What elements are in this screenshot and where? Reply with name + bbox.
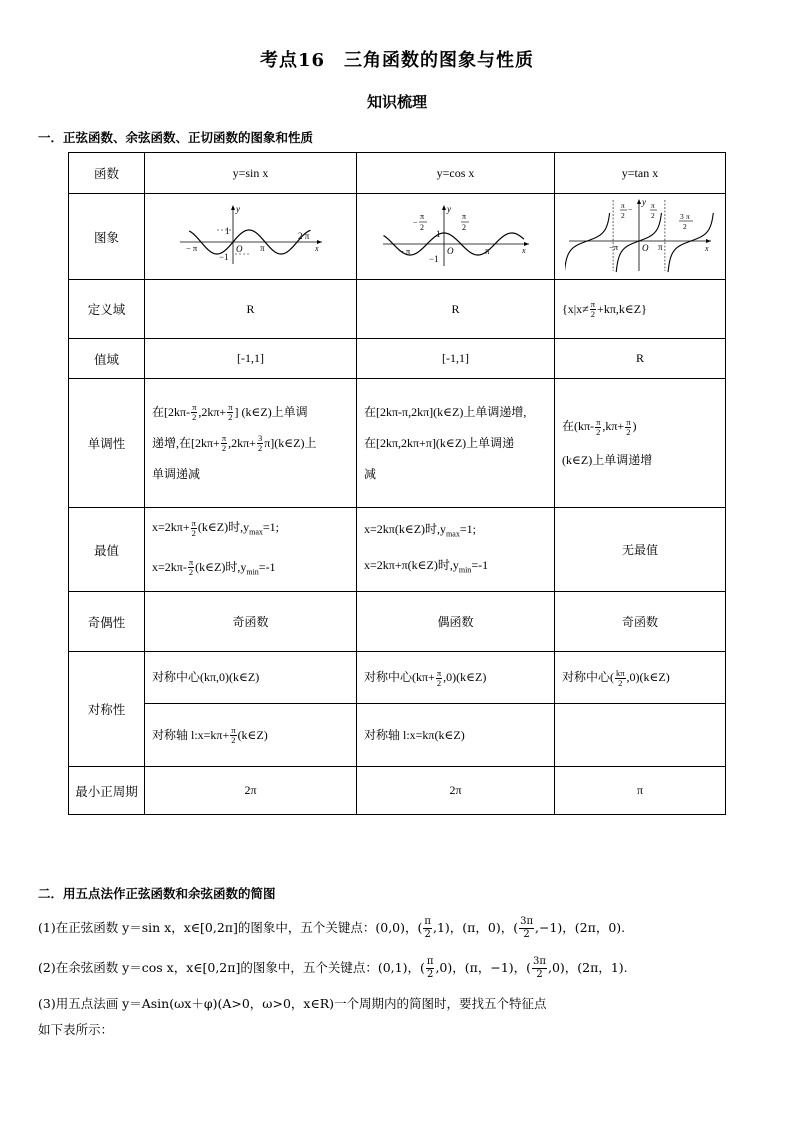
fraction [532, 956, 547, 981]
text: ](k∈Z)上 [270, 435, 317, 450]
frac-num: π [596, 416, 601, 427]
cell-tan-range: R [555, 339, 726, 379]
tan-half-pi-num: π [651, 200, 655, 210]
text: =-1 [471, 557, 489, 572]
frac-num: π [231, 725, 236, 736]
frac-den: 2 [626, 426, 631, 437]
cell-sin-extreme [145, 508, 357, 592]
table-row-monotonicity [69, 379, 726, 508]
table-row-domain [69, 280, 726, 339]
text: =1; [262, 520, 279, 535]
sin-neg-one-label: −1 [218, 251, 229, 262]
subscript: max [249, 527, 263, 537]
cell-tan-parity: 奇函数 [555, 592, 726, 652]
paragraph-five-point-method: (3)用五点法画 y＝Asin(ωx＋φ)(A>0，ω>0，x∈R)一个周期内的简图时，要找五个特征点 [38, 996, 547, 1011]
frac-den: 2 [228, 412, 233, 423]
fraction [191, 519, 197, 538]
text: 对称中心( [562, 670, 614, 684]
tan-left-half-pi-den: 2 [621, 210, 625, 220]
cos-neg-half-pi-num: π [419, 211, 424, 221]
subscript: min [458, 564, 472, 574]
cos-y-label: y [446, 203, 451, 214]
fraction [188, 558, 194, 577]
text: 单调递减 [152, 466, 201, 481]
cos-neg-half-pi-den: 2 [419, 222, 424, 232]
text: 在(kπ- [562, 419, 595, 433]
cos-pi-label: π [484, 245, 490, 256]
cos-origin-label: O [446, 245, 453, 256]
frac-den: 2 [618, 677, 623, 688]
text: (k∈Z)时,y [197, 520, 250, 535]
frac-num: π [436, 667, 442, 678]
trig-properties-table [68, 152, 726, 815]
frac-num: π [191, 517, 196, 528]
sin-origin-label: O [235, 243, 242, 254]
paragraph-cosine-key-points [38, 956, 628, 981]
row-label-period: 最小正周期 [69, 767, 145, 815]
section-1-heading: 一．正弦函数、余弦函数、正切函数的图象和性质 [38, 130, 314, 145]
cell-cos-center [357, 652, 555, 704]
tan-domain-suffix: +kπ,k∈Z} [597, 301, 647, 316]
page-title: 考点16 三角函数的图象与性质 [259, 50, 535, 71]
fraction [625, 418, 631, 437]
cell-tan-function: y=tan x [555, 153, 726, 194]
cell-sin-range: [-1,1] [145, 339, 357, 379]
fraction [436, 669, 442, 688]
table-row-extreme [69, 508, 726, 592]
section-2-heading: 二．用五点法作正弦函数和余弦函数的简图 [38, 886, 276, 901]
cell-cos-range: [-1,1] [357, 339, 555, 379]
row-label-range: 值域 [69, 339, 145, 379]
tan-half-pi-den: 2 [651, 210, 655, 220]
row-label-extreme: 最值 [69, 508, 145, 592]
fraction [221, 434, 227, 453]
cos-neg-half-pi-sign: − [412, 217, 418, 227]
fraction [230, 726, 236, 745]
frac-den: 2 [523, 929, 530, 940]
cos-half-pi-num: π [461, 211, 466, 221]
table-row-parity [69, 592, 726, 652]
text: x=2kπ+π(k∈Z)时,y [364, 557, 459, 572]
tan-domain-prefix: {x|x≠ [562, 301, 589, 316]
table-row-symmetry-center [69, 652, 726, 704]
tan-x-label: x [705, 243, 709, 253]
text: x=2kπ- [152, 559, 187, 574]
cell-tan-period: π [555, 767, 726, 815]
frac-num: π [228, 402, 233, 413]
row-label-domain: 定义域 [69, 280, 145, 339]
text: ,0)(k∈Z) [443, 670, 487, 684]
text: 对称轴 l:x=kπ+ [152, 727, 230, 742]
text: ,0)，(2π，1). [547, 960, 628, 975]
text: (k∈Z) [237, 727, 268, 742]
frac-num: π [221, 433, 227, 444]
text: 在[2kπ- [152, 404, 191, 419]
text: π [264, 435, 271, 450]
cell-cos-monotonicity [357, 379, 555, 508]
cell-sin-domain: R [145, 280, 357, 339]
subscript: min [246, 566, 259, 576]
fraction [595, 418, 601, 437]
text: =1; [459, 522, 476, 537]
frac-den: 2 [191, 527, 196, 538]
table-row-range [69, 339, 726, 379]
text: ,−1)，(2π，0). [535, 920, 626, 935]
cell-cos-domain: R [357, 280, 555, 339]
row-label-parity: 奇偶性 [69, 592, 145, 652]
frac-num: π [188, 557, 194, 568]
text: (1)在正弦函数 y＝sin x，x∈[0,2π]的图象中，五个关键点：(0,0)，( [38, 920, 423, 935]
table-row-function [69, 153, 726, 194]
text: ] (k∈Z)上单调 [234, 404, 308, 419]
subscript: max [446, 529, 460, 539]
cell-tan-extreme: 无最值 [555, 508, 726, 592]
cell-cos-axis: 对称轴 l:x=kπ(k∈Z) [357, 704, 555, 767]
text: ,2kπ+ [228, 435, 256, 450]
sin-pi-label: π [259, 242, 265, 253]
cos-graph [381, 202, 531, 268]
text: 减 [364, 466, 377, 481]
frac-num: π [426, 956, 434, 967]
cell-sin-parity: 奇函数 [145, 592, 357, 652]
frac-den: 2 [188, 567, 194, 578]
frac-num: 3π [533, 956, 546, 967]
fraction [590, 300, 596, 319]
text: ,kπ+ [602, 419, 625, 433]
tan-three-half-pi-num: π [686, 211, 690, 221]
sin-graph [176, 202, 326, 268]
cell-tan-domain [555, 280, 726, 339]
cell-cos-graph [357, 194, 555, 280]
frac-den: 2 [221, 443, 227, 454]
text: 对称中心(kπ+ [364, 670, 435, 684]
cos-neg-pi-label: − π [398, 245, 410, 256]
sin-one-label: 1 [224, 225, 229, 236]
text: ,0)，(π，−1)，( [435, 960, 532, 975]
text: ,0)(k∈Z) [626, 670, 670, 684]
cell-sin-monotonicity [145, 379, 357, 508]
frac-den: 2 [536, 969, 543, 980]
sin-x-label: x [314, 243, 319, 253]
fraction [191, 403, 197, 422]
cos-x-label: x [521, 245, 526, 255]
cell-tan-center [555, 652, 726, 704]
tan-branch [565, 212, 610, 271]
frac-num: π [590, 299, 596, 310]
row-label-monotonicity: 单调性 [69, 379, 145, 508]
frac-den: 2 [436, 677, 442, 688]
tan-neg-pi-label: −π [609, 241, 619, 252]
cell-sin-period: 2π [145, 767, 357, 815]
cell-cos-parity: 偶函数 [357, 592, 555, 652]
tan-y-label: y [642, 196, 646, 207]
text: 递增,在[2kπ+ [152, 435, 220, 450]
cell-sin-center: 对称中心(kπ,0)(k∈Z) [145, 652, 357, 704]
cell-sin-axis [145, 704, 357, 767]
paragraph-table-intro: 如下表所示： [38, 1022, 114, 1037]
text: (k∈Z)上单调递增 [562, 453, 653, 467]
frac-den: 2 [231, 735, 236, 746]
paragraph-sine-key-points [38, 916, 625, 941]
tan-neg-half-pi-sign: − [628, 204, 633, 214]
frac-num: π [192, 402, 197, 413]
text: x=2kπ(k∈Z)时,y [364, 522, 447, 537]
fraction [257, 434, 263, 453]
fraction [426, 956, 435, 981]
frac-den: 2 [590, 309, 596, 320]
frac-den: 2 [192, 412, 197, 423]
tan-graph [565, 197, 715, 273]
frac-den: 2 [596, 426, 601, 437]
tan-pi-label: π [658, 241, 663, 252]
tan-left-half-pi-num: π [621, 200, 625, 210]
row-label-symmetry: 对称性 [69, 652, 145, 767]
cos-half-pi-den: 2 [461, 222, 466, 232]
cell-tan-graph [555, 194, 726, 280]
table-row-period [69, 767, 726, 815]
tan-three-label: 3 [680, 211, 684, 221]
row-label-graph: 图象 [69, 194, 145, 280]
text: (k∈Z)时,y [195, 559, 247, 574]
text: 在[2kπ-π,2kπ](k∈Z)上单调递增, [364, 404, 527, 419]
fraction [519, 916, 534, 941]
cell-cos-extreme [357, 508, 555, 592]
frac-den: 2 [424, 929, 431, 940]
cell-cos-function: y=cos x [357, 153, 555, 194]
sin-two-pi-label: 2 π [297, 230, 309, 241]
text: 在[2kπ,2kπ+π](k∈Z)上单调递 [364, 435, 515, 450]
fraction [423, 916, 432, 941]
cell-sin-function: y=sin x [145, 153, 357, 194]
cell-tan-monotonicity [555, 379, 726, 508]
frac-num: kπ [616, 667, 625, 678]
text: (2)在余弦函数 y＝cos x，x∈[0,2π]的图象中，五个关键点：(0,1)，( [38, 960, 425, 975]
frac-num: π [424, 916, 431, 927]
sin-neg-pi-label: − π [185, 242, 197, 253]
frac-den: 2 [257, 443, 263, 454]
text: x=2kπ+ [152, 520, 190, 535]
cell-tan-axis-empty [555, 704, 726, 767]
frac-den: 2 [426, 969, 434, 980]
cos-one-label: 1 [435, 228, 440, 239]
fraction [615, 669, 626, 688]
row-label-function: 函数 [69, 153, 145, 194]
tan-origin-label: O [642, 242, 649, 253]
frac-num: π [626, 416, 631, 427]
cos-neg-one-label: −1 [428, 253, 439, 264]
text: =-1 [258, 559, 276, 574]
text: ,2kπ+ [198, 404, 227, 419]
sin-y-label: y [235, 203, 240, 214]
text: ,1)，(π，0)，( [432, 920, 519, 935]
cell-cos-period: 2π [357, 767, 555, 815]
frac-num: 3π [520, 916, 534, 927]
frac-num: 3 [257, 433, 263, 444]
fraction [227, 403, 233, 422]
tan-three-half-pi-den: 2 [683, 221, 687, 231]
text: ) [632, 419, 637, 433]
table-row-symmetry-axis [69, 704, 726, 767]
table-row-graph [69, 194, 726, 280]
cell-sin-graph [145, 194, 357, 280]
section-subtitle: 知识梳理 [366, 93, 427, 111]
